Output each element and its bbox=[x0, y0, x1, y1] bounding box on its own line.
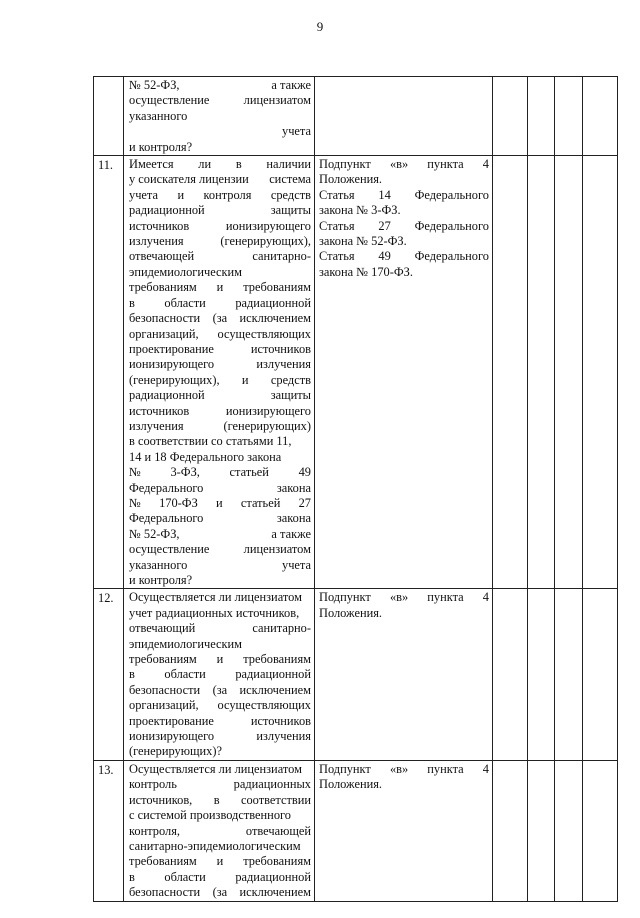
row-number: 12. bbox=[94, 589, 124, 760]
question-line bbox=[129, 124, 311, 139]
question-word: (за bbox=[212, 311, 228, 326]
basis-line bbox=[319, 590, 489, 605]
question-word: осуществление bbox=[129, 542, 210, 557]
question-line bbox=[129, 481, 311, 496]
question-word: безопасности bbox=[129, 311, 201, 326]
basis-word: 4 bbox=[482, 590, 489, 605]
question-line bbox=[129, 854, 311, 869]
question-word: (генерирующих), bbox=[220, 234, 311, 249]
question-line bbox=[129, 511, 311, 526]
question-line bbox=[129, 870, 311, 885]
page-number: 9 bbox=[316, 19, 324, 34]
question-line bbox=[129, 573, 311, 588]
question-word: требованиям bbox=[243, 854, 311, 869]
question-word: безопасности bbox=[129, 682, 201, 697]
question-word: организаций, bbox=[129, 326, 199, 341]
question-word: отвечающей bbox=[245, 823, 311, 838]
answer-cell bbox=[555, 589, 583, 760]
question-line bbox=[129, 78, 311, 93]
question-word: 170-ФЗ bbox=[159, 495, 198, 510]
question-word: осуществляющих bbox=[217, 698, 311, 713]
answer-cell bbox=[583, 760, 618, 901]
basis-word: Федерального bbox=[414, 249, 489, 264]
answer-cell bbox=[528, 156, 555, 589]
question-word: и контроля? bbox=[129, 573, 193, 587]
question-word: ионизирующего bbox=[225, 218, 311, 233]
question-line bbox=[129, 93, 311, 108]
question-word: области bbox=[164, 295, 206, 310]
basis-word: Подпункт bbox=[319, 157, 371, 172]
question-line bbox=[129, 698, 311, 713]
question-word: соответствии bbox=[240, 792, 311, 807]
question-line bbox=[129, 527, 311, 542]
question-line bbox=[129, 388, 311, 403]
question-word: средств bbox=[270, 187, 311, 202]
question-word: защиты bbox=[270, 388, 311, 403]
table-row bbox=[94, 77, 618, 156]
question-word: области bbox=[164, 869, 206, 884]
question-word: контроля, bbox=[129, 823, 180, 838]
question-line bbox=[129, 824, 311, 839]
question-word: № bbox=[129, 465, 141, 480]
question-line bbox=[129, 450, 311, 465]
question-line bbox=[129, 296, 311, 311]
answer-cell bbox=[583, 77, 618, 156]
question-word: Федерального bbox=[129, 480, 204, 495]
question-line bbox=[129, 249, 311, 264]
basis-line bbox=[319, 234, 489, 249]
question-word: и bbox=[177, 187, 185, 202]
question-line bbox=[129, 219, 311, 234]
question-word: статьей bbox=[240, 495, 281, 510]
basis-word: Положения. bbox=[319, 605, 383, 620]
question-word: указанного bbox=[129, 108, 188, 123]
question-word: с системой производственного bbox=[129, 808, 291, 823]
question-word: и bbox=[216, 652, 224, 667]
question-word: в bbox=[213, 792, 220, 807]
question-line bbox=[129, 714, 311, 729]
basis-word: 4 bbox=[482, 157, 489, 172]
question-line bbox=[129, 109, 311, 124]
question-word: эпидемиологическим bbox=[129, 264, 243, 279]
question-word: проектирование bbox=[129, 341, 214, 356]
question-word: исключением bbox=[239, 885, 311, 900]
question-word: источников bbox=[129, 403, 190, 418]
answer-cell bbox=[493, 77, 528, 156]
basis-line bbox=[319, 188, 489, 203]
question-word: контроль bbox=[129, 777, 177, 792]
basis-line bbox=[319, 172, 489, 187]
question-word: в bbox=[129, 667, 135, 682]
question-word: (за bbox=[212, 885, 228, 900]
question-line bbox=[129, 311, 311, 326]
question-word: в bbox=[129, 295, 135, 310]
basis-word: Подпункт bbox=[319, 761, 371, 776]
row-number: 13. bbox=[94, 760, 124, 901]
answer-cell bbox=[528, 77, 555, 156]
basis-line bbox=[319, 762, 489, 777]
question-word: требованиям bbox=[129, 854, 197, 869]
answer-cell bbox=[528, 589, 555, 760]
question-line bbox=[129, 465, 311, 480]
question-word: ионизирующего bbox=[129, 357, 215, 372]
question-word: и bbox=[216, 495, 223, 510]
question-line bbox=[129, 729, 311, 744]
question-word: 49 bbox=[298, 465, 311, 480]
basis-word: Положения. bbox=[319, 172, 383, 187]
question-word: области bbox=[164, 667, 206, 682]
question-word: указанного bbox=[129, 557, 188, 572]
question-line bbox=[129, 621, 311, 636]
basis-word: «в» bbox=[389, 590, 409, 605]
answer-cell bbox=[555, 760, 583, 901]
question-word: отвечающий bbox=[129, 621, 196, 636]
table-row bbox=[94, 156, 618, 589]
question-word: учета bbox=[282, 557, 311, 572]
basis-word: пункта bbox=[427, 761, 464, 776]
question-word: учета bbox=[282, 124, 311, 139]
question-word: наличии bbox=[266, 157, 311, 172]
question-line bbox=[129, 606, 311, 621]
question-cell bbox=[124, 760, 315, 901]
basis-word: Статья bbox=[319, 187, 355, 202]
question-line bbox=[129, 667, 311, 682]
question-word: радиационной bbox=[235, 667, 311, 682]
question-line bbox=[129, 777, 311, 792]
question-word: исключением bbox=[239, 682, 311, 697]
question-word: в соответствии со статьями 11, bbox=[129, 434, 292, 449]
question-word: в bbox=[235, 157, 242, 172]
question-word: требованиям bbox=[129, 652, 197, 667]
question-line bbox=[129, 808, 311, 823]
question-word: радиационной bbox=[129, 388, 205, 403]
basis-line bbox=[319, 203, 489, 218]
basis-word: 14 bbox=[378, 187, 391, 202]
answer-cell bbox=[555, 156, 583, 589]
question-line bbox=[129, 683, 311, 698]
question-word: (генерирующих), bbox=[129, 372, 220, 387]
question-word: 3-ФЗ, bbox=[170, 465, 200, 480]
question-word: и bbox=[216, 280, 224, 295]
question-line bbox=[129, 744, 311, 759]
question-word: требованиям bbox=[243, 280, 311, 295]
basis-word: закона № 52-ФЗ. bbox=[319, 234, 407, 249]
question-line bbox=[129, 419, 311, 434]
question-word: контроля bbox=[203, 187, 252, 202]
question-word: Осуществляется ли лицензиатом bbox=[129, 590, 302, 605]
question-word: отвечающей bbox=[129, 249, 195, 264]
question-word: источников bbox=[129, 218, 190, 233]
answer-cell bbox=[528, 760, 555, 901]
question-line bbox=[129, 342, 311, 357]
question-word: требованиям bbox=[243, 652, 311, 667]
question-line bbox=[129, 839, 311, 854]
question-line bbox=[129, 885, 311, 900]
question-line bbox=[129, 404, 311, 419]
question-word: источников, bbox=[129, 792, 193, 807]
answer-cell bbox=[583, 589, 618, 760]
question-word: 27 bbox=[298, 495, 311, 510]
question-word: организаций, bbox=[129, 698, 199, 713]
question-word: Имеется bbox=[129, 157, 174, 172]
question-word: а также bbox=[271, 78, 311, 92]
basis-line bbox=[319, 265, 489, 280]
question-word: в bbox=[129, 869, 135, 884]
question-cell bbox=[124, 589, 315, 760]
answer-cell bbox=[493, 156, 528, 589]
basis-line bbox=[319, 777, 489, 792]
question-word: закона bbox=[276, 480, 311, 495]
answer-cell bbox=[583, 156, 618, 589]
question-word: безопасности bbox=[129, 885, 201, 900]
question-word: система bbox=[269, 172, 311, 187]
basis-word: Положения. bbox=[319, 777, 383, 792]
question-word: излучения bbox=[256, 729, 311, 744]
question-word: № 52-ФЗ, bbox=[129, 78, 180, 92]
legal-basis-cell bbox=[315, 760, 493, 901]
question-word: осуществляющих bbox=[217, 326, 311, 341]
question-word: Федерального bbox=[129, 511, 204, 526]
question-cell bbox=[124, 156, 315, 589]
question-word: лицензиатом bbox=[243, 542, 311, 557]
answer-cell bbox=[493, 589, 528, 760]
question-word: и bbox=[241, 372, 249, 387]
answer-cell bbox=[555, 77, 583, 156]
question-word: ионизирующего bbox=[225, 403, 311, 418]
question-word: санитарно- bbox=[252, 249, 311, 264]
basis-word: пункта bbox=[427, 590, 464, 605]
question-word: у соискателя лицензии bbox=[129, 172, 249, 187]
question-word: лицензиатом bbox=[243, 93, 311, 108]
question-cell bbox=[124, 77, 315, 156]
basis-word: 49 bbox=[378, 249, 391, 264]
question-line bbox=[129, 496, 311, 511]
question-word: средств bbox=[270, 372, 311, 387]
row-number: 11. bbox=[94, 156, 124, 589]
question-word: 14 и 18 Федерального закона bbox=[129, 449, 282, 464]
basis-word: «в» bbox=[389, 157, 409, 172]
question-word: статьей bbox=[229, 465, 269, 480]
question-word: требованиям bbox=[129, 280, 197, 295]
question-line bbox=[129, 762, 311, 777]
question-word: ионизирующего bbox=[129, 729, 215, 744]
question-word: проектирование bbox=[129, 713, 214, 728]
basis-word: закона № 3-ФЗ. bbox=[319, 203, 401, 218]
question-line bbox=[129, 373, 311, 388]
question-line bbox=[129, 188, 311, 203]
question-word: защиты bbox=[270, 203, 311, 218]
basis-word: Федерального bbox=[414, 187, 489, 202]
question-word: излучения bbox=[256, 357, 311, 372]
question-line bbox=[129, 434, 311, 449]
question-word: радиационных bbox=[233, 777, 311, 792]
question-line bbox=[129, 327, 311, 342]
legal-basis-cell bbox=[315, 77, 493, 156]
basis-word: пункта bbox=[427, 157, 464, 172]
question-word: излучения bbox=[129, 234, 184, 249]
question-line bbox=[129, 265, 311, 280]
basis-word: Статья bbox=[319, 249, 355, 264]
question-line bbox=[129, 140, 311, 155]
question-word: источников bbox=[250, 713, 311, 728]
question-word: Осуществляется ли лицензиатом bbox=[129, 761, 302, 776]
basis-word: 27 bbox=[378, 218, 391, 233]
question-line bbox=[129, 234, 311, 249]
question-word: радиационной bbox=[129, 203, 205, 218]
table-row bbox=[94, 760, 618, 901]
question-word: № bbox=[129, 495, 141, 510]
question-word: санитарно-эпидемиологическим bbox=[129, 838, 301, 853]
question-word: учет радиационных источников, bbox=[129, 605, 300, 620]
question-word: учета bbox=[129, 187, 158, 202]
question-word: ли bbox=[198, 157, 212, 172]
question-line bbox=[129, 280, 311, 295]
basis-line bbox=[319, 157, 489, 172]
question-word: и bbox=[216, 854, 224, 869]
legal-basis-cell bbox=[315, 589, 493, 760]
basis-word: закона № 170-ФЗ. bbox=[319, 264, 413, 279]
question-word: источников bbox=[250, 341, 311, 356]
question-word: (генерирующих)? bbox=[129, 744, 222, 759]
question-word: эпидемиологическим bbox=[129, 636, 243, 651]
question-line bbox=[129, 652, 311, 667]
question-word: № 52-ФЗ, bbox=[129, 526, 180, 541]
question-word: и контроля? bbox=[129, 139, 193, 154]
question-word: а также bbox=[271, 526, 311, 541]
question-line bbox=[129, 542, 311, 557]
question-line bbox=[129, 203, 311, 218]
basis-word: 4 bbox=[482, 761, 489, 776]
basis-word: Статья bbox=[319, 218, 355, 233]
question-word: (генерирующих) bbox=[223, 418, 311, 433]
question-line bbox=[129, 558, 311, 573]
question-word: санитарно- bbox=[252, 621, 311, 636]
question-word: (за bbox=[212, 682, 228, 697]
row-number bbox=[94, 77, 124, 156]
question-word: исключением bbox=[239, 311, 311, 326]
checklist-table bbox=[93, 76, 618, 902]
question-line bbox=[129, 590, 311, 605]
question-word: осуществление bbox=[129, 93, 210, 108]
question-line bbox=[129, 637, 311, 652]
basis-word: «в» bbox=[389, 761, 409, 776]
question-line bbox=[129, 157, 311, 172]
table-row bbox=[94, 589, 618, 760]
basis-line bbox=[319, 219, 489, 234]
question-line bbox=[129, 793, 311, 808]
question-line bbox=[129, 172, 311, 187]
question-word: излучения bbox=[129, 418, 184, 433]
question-word: радиационной bbox=[235, 295, 311, 310]
basis-word: Федерального bbox=[414, 218, 489, 233]
basis-word: Подпункт bbox=[319, 590, 371, 605]
answer-cell bbox=[493, 760, 528, 901]
basis-line bbox=[319, 606, 489, 621]
legal-basis-cell bbox=[315, 156, 493, 589]
basis-line bbox=[319, 249, 489, 264]
question-word: радиационной bbox=[235, 869, 311, 884]
question-line bbox=[129, 357, 311, 372]
question-word: закона bbox=[276, 511, 311, 526]
